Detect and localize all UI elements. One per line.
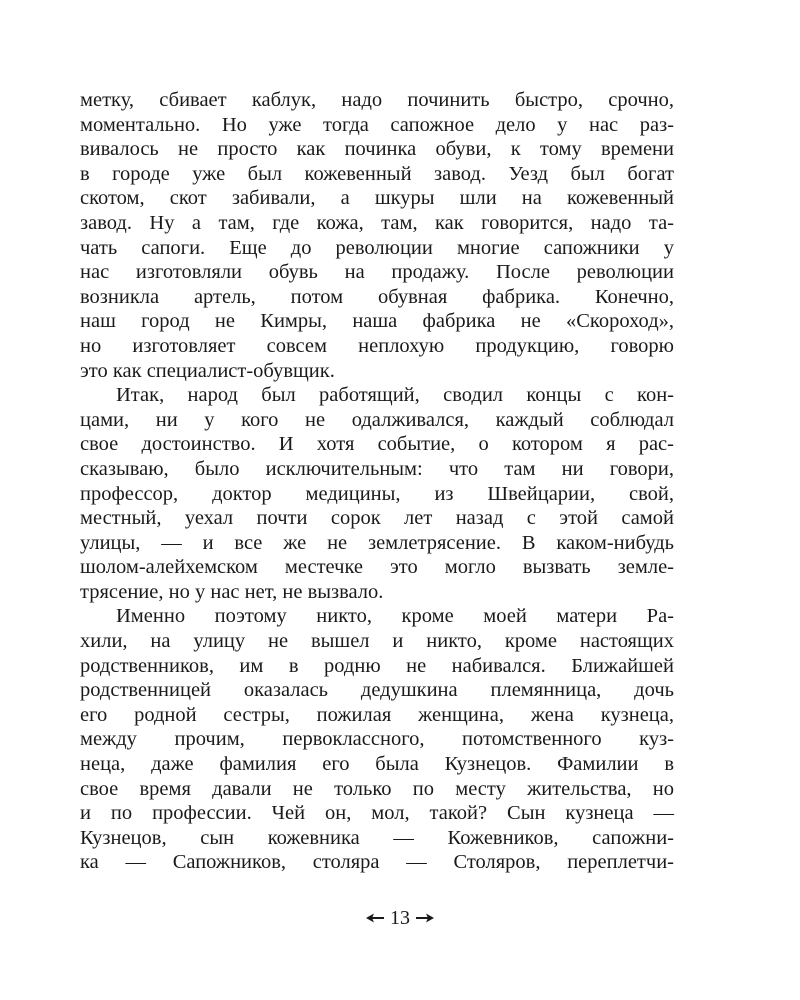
- text-line: сказываю, было исключительным: что там ни говори,: [80, 457, 674, 480]
- text-line: метку, сбивает каблук, надо починить быстро, срочно,: [80, 89, 674, 111]
- text-line: свое время давали не только по месту жительства, но: [80, 777, 674, 800]
- text-line: хили, на улицу не вышел и никто, кроме настоящих: [80, 630, 674, 653]
- text-line: улицы, — и все же не землетрясение. В каком-нибудь: [80, 531, 674, 554]
- text-line: вивалось не просто как починка обуви, к тому времени: [80, 138, 674, 161]
- text-line: профессор, доктор медицины, из Швейцарии, свой,: [80, 482, 674, 505]
- text-line: но изготовляет совсем неплохую продукцию, говорю: [80, 334, 674, 357]
- page-number-footer: [300, 906, 500, 930]
- ornament-right-arrow-icon: [415, 912, 435, 924]
- text-line: Итак, народ был работящий, сводил концы с кон-: [116, 384, 674, 407]
- text-line: его родной сестры, пожилая женщина, жена кузнеца,: [80, 703, 674, 726]
- text-line: завод. Ну а там, где кожа, там, как говорится, надо та-: [80, 211, 674, 234]
- text-line: родственников, им в родню не набивался. Ближайшей: [80, 654, 674, 677]
- ornament-left-arrow-icon: [365, 912, 385, 924]
- text-line: родственницей оказалась дедушкина племянница, дочь: [80, 679, 674, 702]
- text-line: и по профессии. Чей он, мол, такой? Сын кузнеца —: [80, 802, 674, 825]
- text-line: местный, уехал почти сорок лет назад с этой самой: [80, 507, 674, 530]
- text-line: шолом-алейхемском местечке это могло вызвать земле-: [80, 556, 674, 579]
- text-line: Кузнецов, сын кожевника — Кожевников, сапожни-: [80, 826, 674, 849]
- text-line: наш город не Кимры, наша фабрика не «Скороход»,: [80, 310, 674, 333]
- text-line: возникла артель, потом обувная фабрика. Конечно,: [80, 285, 674, 308]
- text-line: свое достоинство. И хотя событие, о котором я рас-: [80, 433, 674, 456]
- page-number: 13: [390, 907, 410, 929]
- text-line: Именно поэтому никто, кроме моей матери Ра-: [116, 605, 674, 628]
- text-line: скотом, скот забивали, а шкуры шли на кожевенный: [80, 187, 674, 210]
- text-line: это как специалист-обувщик.: [80, 359, 335, 382]
- text-line: моментально. Но уже тогда сапожное дело у нас раз-: [80, 113, 674, 136]
- text-line: чать сапоги. Еще до революции многие сапожники у: [80, 236, 674, 259]
- text-line: нас изготовляли обувь на продажу. После революции: [80, 261, 674, 284]
- text-line: неца, даже фамилия его была Кузнецов. Фамилии в: [80, 753, 674, 776]
- text-line: ка — Сапожников, столяра — Столяров, переплетчи-: [80, 851, 674, 874]
- text-line: трясение, но у нас нет, не вызвало.: [80, 580, 384, 603]
- text-line: цами, ни у кого не одалживался, каждый соблюдал: [80, 408, 674, 431]
- body-text: [80, 88, 674, 875]
- text-line: между прочим, первоклассного, потомственного куз-: [80, 728, 674, 751]
- text-line: в городе уже был кожевенный завод. Уезд был богат: [80, 162, 674, 185]
